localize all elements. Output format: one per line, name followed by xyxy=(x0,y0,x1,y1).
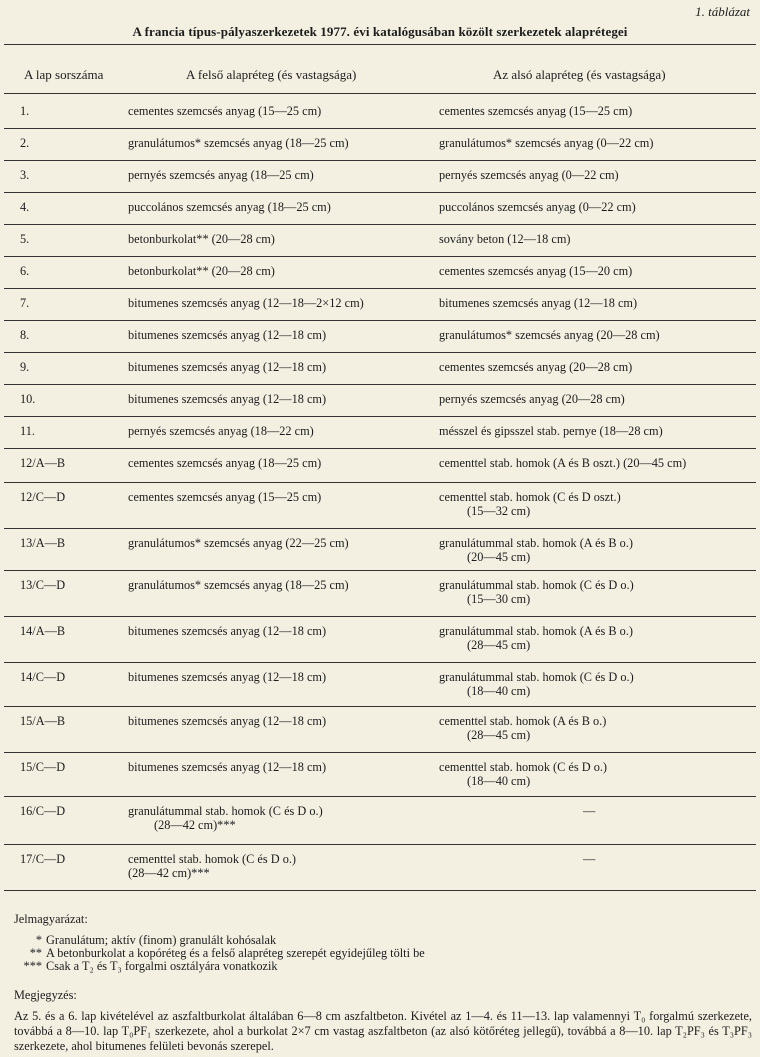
table-number: 1. táblázat xyxy=(695,4,750,19)
upper-base-cell: bitumenes szemcsés anyag (12—18 cm) xyxy=(128,624,327,638)
lower-base-cell: bitumenes szemcsés anyag (12—18 cm) xyxy=(439,296,638,310)
lower-base-cell: cementes szemcsés anyag (15—20 cm) xyxy=(439,264,633,278)
lower-base-cell-continuation: (20—45 cm) xyxy=(467,550,531,564)
row-number: 8. xyxy=(20,328,30,342)
row-divider xyxy=(4,192,756,193)
row-divider xyxy=(4,844,756,845)
row-number: 7. xyxy=(20,296,30,310)
row-number: 12/C—D xyxy=(20,490,66,504)
legend-text: A betonburkolat a kopóréteg és a felső alapréteg szerepét egyidejűleg tölti be xyxy=(46,946,425,960)
upper-base-cell: cementes szemcsés anyag (15—25 cm) xyxy=(128,104,322,118)
row-number: 12/A—B xyxy=(20,456,66,470)
lower-base-cell: granulátummal stab. homok (C és D o.) xyxy=(439,670,634,684)
header-rule xyxy=(4,93,756,94)
lower-base-cell-continuation: (18—40 cm) xyxy=(467,774,531,788)
lower-base-cell: cementtel stab. homok (A és B o.) xyxy=(439,714,607,728)
row-number: 15/A—B xyxy=(20,714,66,728)
upper-base-cell: cementtel stab. homok (C és D o.) xyxy=(128,852,297,866)
row-divider xyxy=(4,288,756,289)
upper-base-cell: bitumenes szemcsés anyag (12—18—2×12 cm) xyxy=(128,296,364,310)
row-divider xyxy=(4,224,756,225)
upper-base-cell: granulátumos* szemcsés anyag (22—25 cm) xyxy=(128,536,349,550)
row-number: 14/A—B xyxy=(20,624,66,638)
legend-mark: ** xyxy=(29,946,42,960)
row-number: 4. xyxy=(20,200,30,214)
upper-base-cell: bitumenes szemcsés anyag (12—18 cm) xyxy=(128,328,327,342)
row-number: 14/C—D xyxy=(20,670,66,684)
legend-mark: *** xyxy=(23,959,42,973)
header-upper-base: A felső alapréteg (és vastagsága) xyxy=(186,67,357,82)
row-number: 3. xyxy=(20,168,30,182)
lower-base-cell: cementtel stab. homok (A és B oszt.) (20—45 cm) xyxy=(439,456,687,470)
row-divider xyxy=(4,570,756,571)
top-rule xyxy=(4,44,756,45)
upper-base-cell: bitumenes szemcsés anyag (12—18 cm) xyxy=(128,760,327,774)
table-title: A francia típus-pályaszerkezetek 1977. évi katalógusában közölt szerkezetek alaprétegei xyxy=(132,24,628,39)
row-number: 16/C—D xyxy=(20,804,66,818)
upper-base-cell: cementes szemcsés anyag (18—25 cm) xyxy=(128,456,322,470)
row-number: 5. xyxy=(20,232,30,246)
row-divider xyxy=(4,384,756,385)
upper-base-cell: bitumenes szemcsés anyag (12—18 cm) xyxy=(128,714,327,728)
lower-base-cell: sovány beton (12—18 cm) xyxy=(439,232,571,246)
upper-base-cell: betonburkolat** (20—28 cm) xyxy=(128,232,275,246)
lower-base-cell: cementes szemcsés anyag (15—25 cm) xyxy=(439,104,633,118)
lower-base-cell: granulátumos* szemcsés anyag (0—22 cm) xyxy=(439,136,654,150)
lower-base-cell: pernyés szemcsés anyag (0—22 cm) xyxy=(439,168,619,182)
lower-base-cell: pernyés szemcsés anyag (20—28 cm) xyxy=(439,392,625,406)
lower-base-cell: granulátumos* szemcsés anyag (20—28 cm) xyxy=(439,328,660,342)
lower-base-cell: cementtel stab. homok (C és D o.) xyxy=(439,760,608,774)
lower-base-cell-continuation: (28—45 cm) xyxy=(467,638,531,652)
note-text: Az 5. és a 6. lap kivételével az aszfaltburkolat általában 6—8 cm aszfaltbeton. Kivétel az 1—4. és 11—13. lap valamennyi T₀ forgalmú szerkezete, továbbá a 8—10. lap T₀PF₁ szerkezete, ahol a burkolat 2×7 cm vastag aszfaltbeton (az alsó kötőréteg jellegű), továbbá a 8—10. lap T₂PF₃ és T₃PF₃ szerkezete, ahol bitumenes felületi bevonás szerepel. xyxy=(14,1009,752,1053)
upper-base-cell: bitumenes szemcsés anyag (12—18 cm) xyxy=(128,392,327,406)
lower-base-cell: cementes szemcsés anyag (20—28 cm) xyxy=(439,360,633,374)
empty-cell-dash: — xyxy=(583,852,596,866)
legend-item xyxy=(14,959,278,973)
row-number: 13/C—D xyxy=(20,578,66,592)
lower-base-cell: granulátummal stab. homok (C és D o.) xyxy=(439,578,634,592)
upper-base-cell-continuation: (28—42 cm)*** xyxy=(128,866,210,880)
header-lower-base: Az alsó alapréteg (és vastagsága) xyxy=(493,67,666,82)
row-divider xyxy=(4,448,756,449)
lower-base-cell: puccolános szemcsés anyag (0—22 cm) xyxy=(439,200,636,214)
row-number: 2. xyxy=(20,136,30,150)
upper-base-cell: granulátummal stab. homok (C és D o.) xyxy=(128,804,323,818)
upper-base-cell: betonburkolat** (20—28 cm) xyxy=(128,264,275,278)
upper-base-cell: puccolános szemcsés anyag (18—25 cm) xyxy=(128,200,331,214)
row-number: 1. xyxy=(20,104,30,118)
row-divider xyxy=(4,128,756,129)
row-divider xyxy=(4,482,756,483)
upper-base-cell: pernyés szemcsés anyag (18—22 cm) xyxy=(128,424,314,438)
legend-text: Csak a T₂ és T₃ forgalmi osztályára vonatkozik xyxy=(46,959,278,973)
lower-base-cell: cementtel stab. homok (C és D oszt.) xyxy=(439,490,621,504)
row-number: 17/C—D xyxy=(20,852,66,866)
row-divider xyxy=(4,616,756,617)
upper-base-cell: granulátumos* szemcsés anyag (18—25 cm) xyxy=(128,578,349,592)
row-divider xyxy=(4,662,756,663)
lower-base-cell: granulátummal stab. homok (A és B o.) xyxy=(439,536,633,550)
lower-base-cell-continuation: (15—32 cm) xyxy=(467,504,531,518)
lower-base-cell-continuation: (28—45 cm) xyxy=(467,728,531,742)
header-row-number: A lap sorszáma xyxy=(24,67,104,82)
bottom-rule xyxy=(4,890,756,891)
legend-text: Granulátum; aktív (finom) granulált kohósalak xyxy=(46,933,277,947)
row-number: 10. xyxy=(20,392,36,406)
row-divider xyxy=(4,160,756,161)
legend-title: Jelmagyarázat: xyxy=(14,912,88,926)
row-divider xyxy=(4,352,756,353)
upper-base-cell-continuation: (28—42 cm)*** xyxy=(154,818,236,832)
row-divider xyxy=(4,320,756,321)
row-divider xyxy=(4,752,756,753)
lower-base-cell: mésszel és gipsszel stab. pernye (18—28 cm) xyxy=(439,424,663,438)
lower-base-cell: granulátummal stab. homok (A és B o.) xyxy=(439,624,633,638)
legend-mark: * xyxy=(35,933,42,947)
upper-base-cell: bitumenes szemcsés anyag (12—18 cm) xyxy=(128,670,327,684)
row-number: 6. xyxy=(20,264,30,278)
note-title: Megjegyzés: xyxy=(14,988,77,1002)
row-divider xyxy=(4,796,756,797)
empty-cell-dash: — xyxy=(583,804,596,818)
upper-base-cell: granulátumos* szemcsés anyag (18—25 cm) xyxy=(128,136,349,150)
upper-base-cell: pernyés szemcsés anyag (18—25 cm) xyxy=(128,168,314,182)
row-number: 15/C—D xyxy=(20,760,66,774)
row-number: 13/A—B xyxy=(20,536,66,550)
legend-item xyxy=(14,946,425,960)
row-divider xyxy=(4,256,756,257)
row-number: 11. xyxy=(20,424,35,438)
upper-base-cell: bitumenes szemcsés anyag (12—18 cm) xyxy=(128,360,327,374)
row-divider xyxy=(4,528,756,529)
row-divider xyxy=(4,416,756,417)
legend-item xyxy=(14,933,276,947)
upper-base-cell: cementes szemcsés anyag (15—25 cm) xyxy=(128,490,322,504)
row-number: 9. xyxy=(20,360,30,374)
lower-base-cell-continuation: (15—30 cm) xyxy=(467,592,531,606)
lower-base-cell-continuation: (18—40 cm) xyxy=(467,684,531,698)
row-divider xyxy=(4,706,756,707)
